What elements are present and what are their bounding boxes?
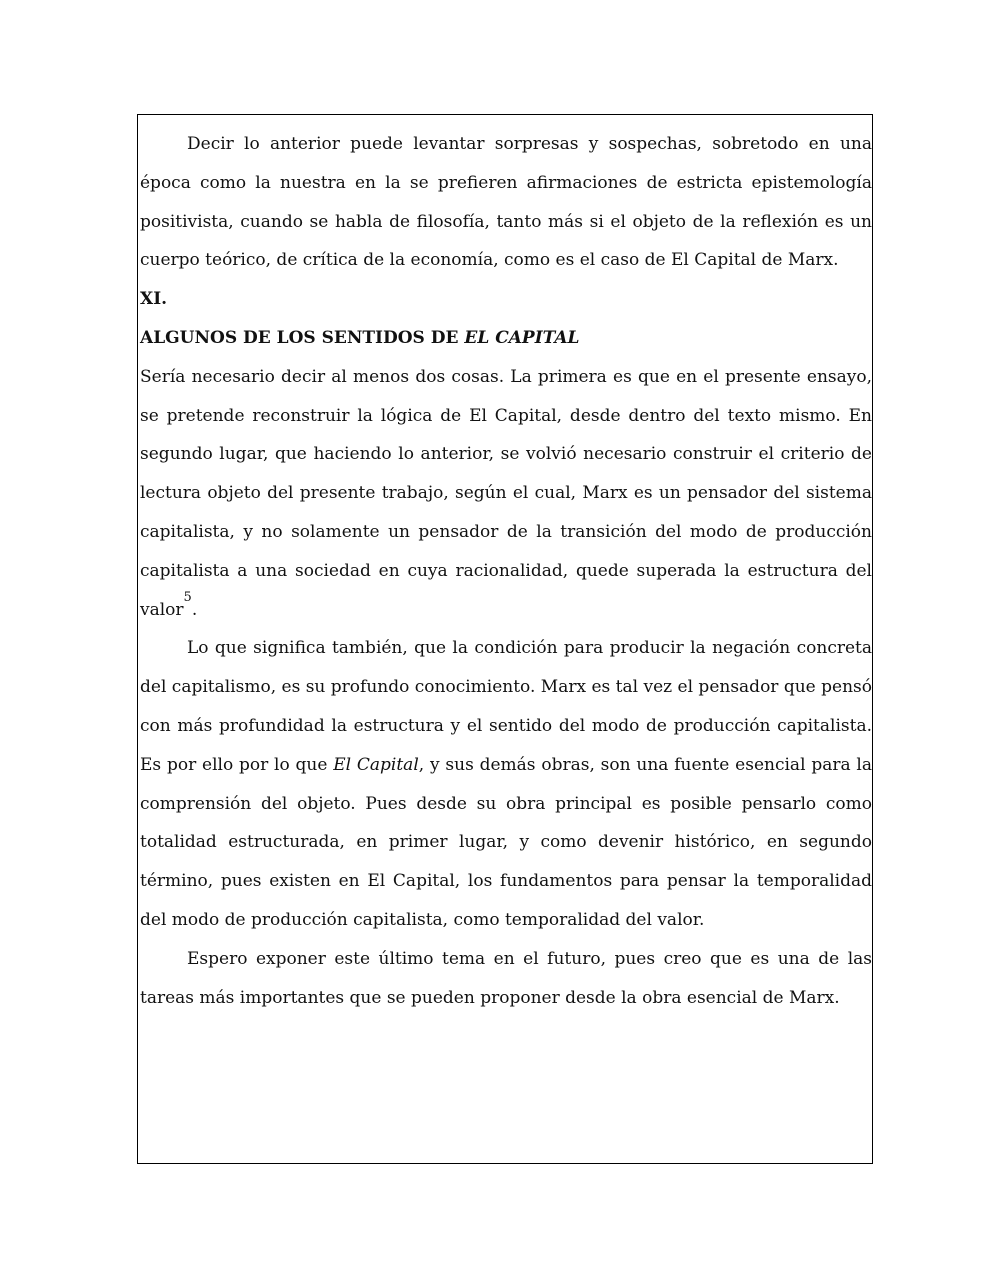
section-title xyxy=(140,319,872,358)
paragraph-closing: Espero exponer este último tema en el futuro, pues creo que es una de las tareas más importantes que se pueden proponer desde la obra esencial de Marx. xyxy=(140,948,872,1008)
paragraph-knowledge xyxy=(140,629,872,939)
section-title-italic: EL CAPITAL xyxy=(464,327,580,348)
section-number: XI. xyxy=(140,289,168,310)
document-body xyxy=(140,125,872,1017)
paragraph-intro: Decir lo anterior puede levantar sorpresas y sospechas, sobretodo en una época como la nuestra en la se prefieren afirmaciones de estricta epistemología positivista, cuando se habla de filosofía, tanto más si el objeto de la reflexión es un cuerpo teórico, de crítica de la economía, como es el caso de El Capital de Marx. xyxy=(140,134,872,271)
paragraph-knowledge-italic: El Capital xyxy=(333,754,419,775)
footnote-marker: 5 xyxy=(183,589,192,605)
paragraph-criteria xyxy=(140,358,872,630)
paragraph-criteria-text: Sería necesario decir al menos dos cosas. La primera es que en el presente ensayo, se pretende reconstruir la lógica de El Capital, desde dentro del texto mismo. En segundo lugar, que haciendo lo anterior, se volvió necesario construir el criterio de lectura objeto del presente trabajo, según el cual, Marx es un pensador del sistema capitalista, y no solamente un pensador de la transición del modo de producción capitalista a una sociedad en cuya racionalidad, quede superada la estructura del valor xyxy=(140,366,872,620)
paragraph-criteria-end: . xyxy=(191,599,198,620)
section-title-text: ALGUNOS DE LOS SENTIDOS DE xyxy=(140,327,465,348)
paragraph-knowledge-text-a: Lo que significa también, que la condición para producir la negación concreta del capitalismo, es su profundo conocimiento. Marx es tal vez el pensador que pensó con más profundidad la estructura y el sentido del modo de producción capitalista. Es por ello por lo que xyxy=(140,638,872,775)
paragraph-knowledge-text-b: , y sus demás obras, son una fuente esencial para la comprensión del objeto. Pues desde su obra principal es posible pensarlo como totalidad estructurada, en primer lugar, y como devenir histórico, en segundo término, pues existen en El Capital, los fundamentos para pensar la temporalidad del modo de producción capitalista, como temporalidad del valor. xyxy=(140,754,872,930)
